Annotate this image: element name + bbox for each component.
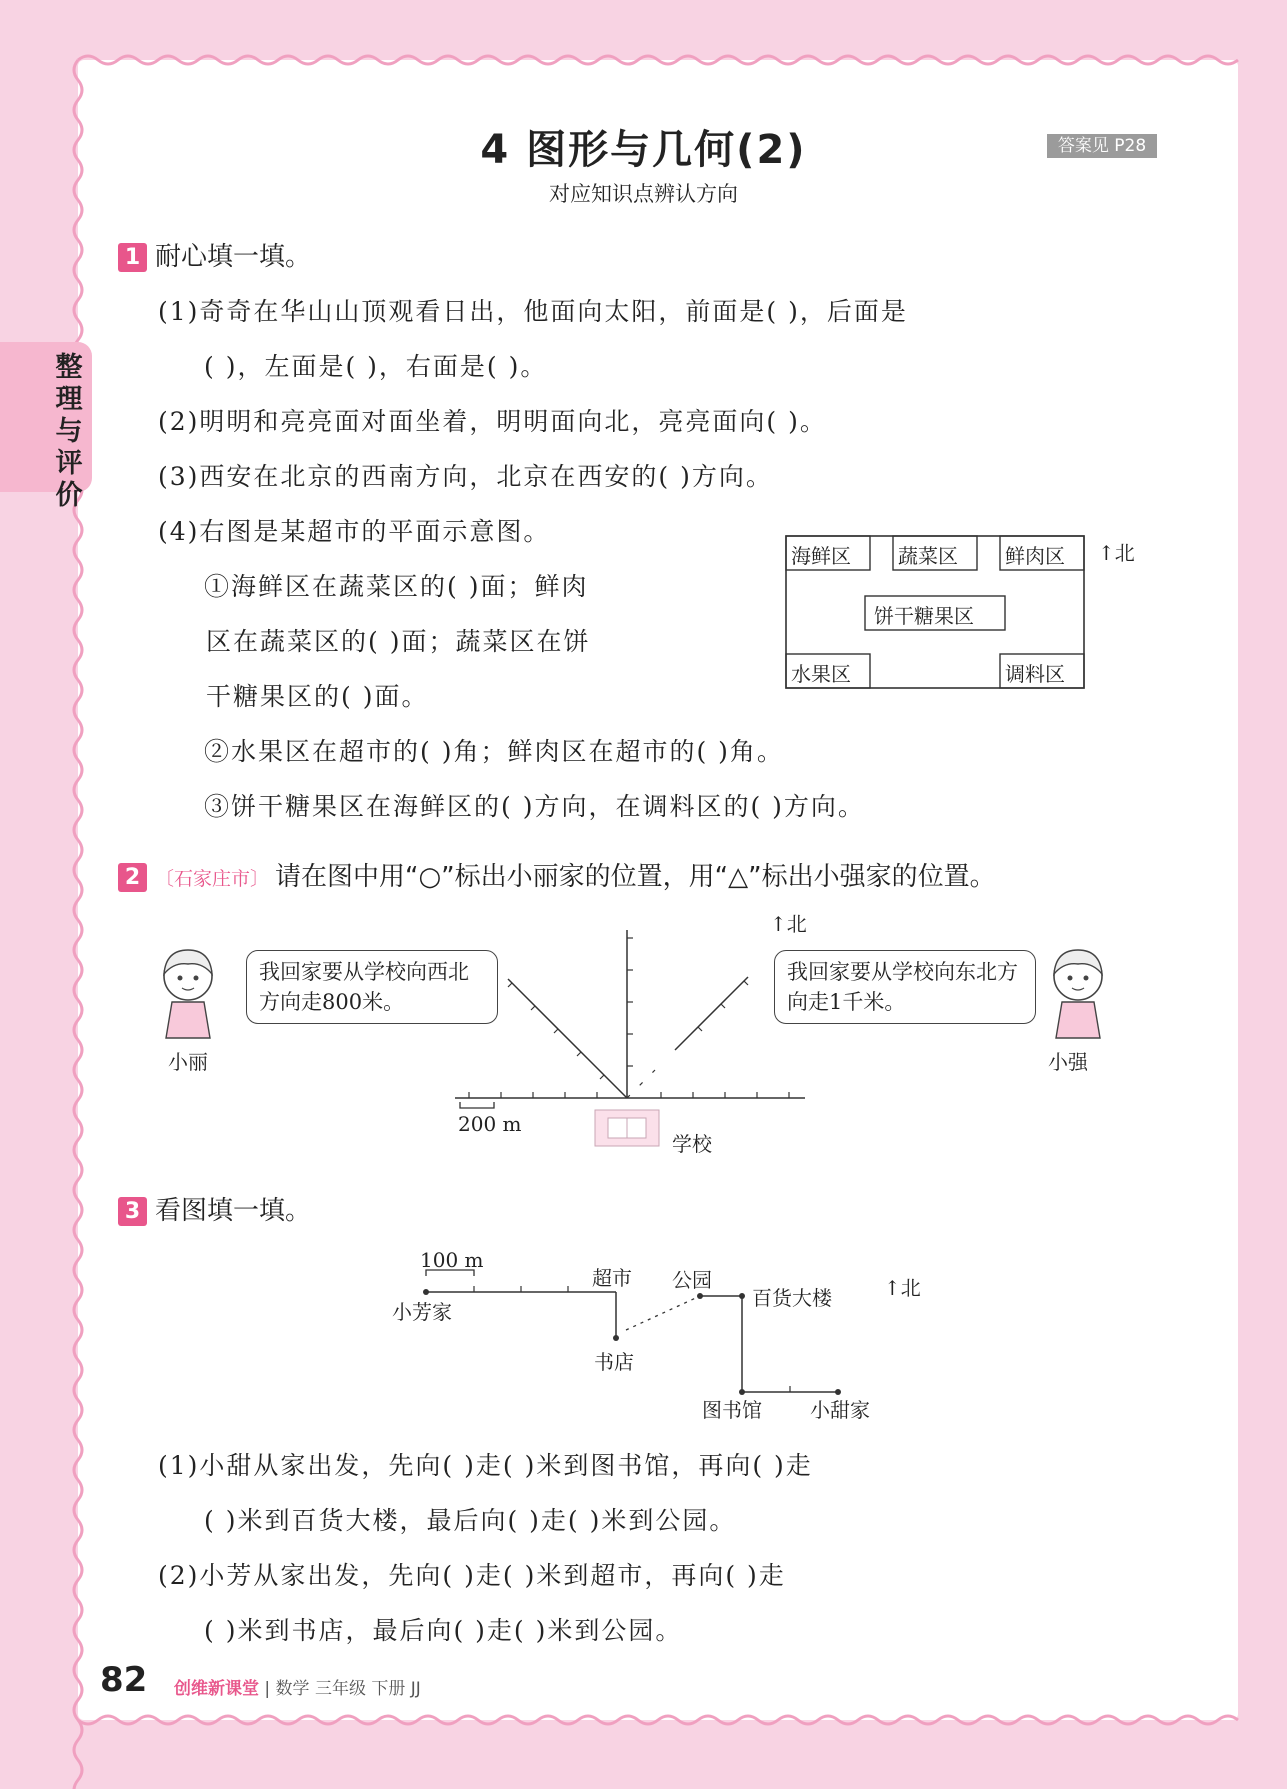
side-tab-label: 整理与评价 [55,352,83,511]
q2-north-indicator: ↑北 [770,912,807,936]
q1-line-5: (4)右图是某超市的平面示意图。 [158,517,551,546]
q2-school-label: 学校 [672,1132,712,1156]
map-seafood: 海鲜区 [791,544,851,568]
footer-brand: 创维新课堂 [174,1679,259,1699]
q1-line-2: ( )，左面是( )，右面是( )。 [204,352,548,381]
q1-number: 1 [118,243,147,272]
xiaoqiang-speech-bubble: 我回家要从学校向东北方向走1千米。 [774,950,1036,1024]
q3-line-4: ( )米到书店，最后向( )走( )米到公园。 [204,1616,683,1645]
route-xiaotian: 小甜家 [810,1398,870,1422]
q3-line-2: ( )米到百货大楼，最后向( )走( )米到公园。 [204,1506,737,1535]
xiaoqiang-girl-icon [1040,946,1116,1042]
footer-info [174,1674,421,1699]
q1-heading [118,236,311,273]
xiaoqiang-name: 小强 [1048,1050,1088,1074]
xiaoli-girl-icon [150,946,226,1042]
q2-region-tag: 〔石家庄市〕 [155,868,270,890]
q1-heading-text: 耐心填一填。 [155,242,312,272]
q1-line-1: (1)奇奇在华山山顶观看日出，他面向太阳，前面是( )，后面是 [158,297,908,326]
q1-line-7: 区在蔬菜区的( )面；蔬菜区在饼 [206,627,591,656]
route-bookstore: 书店 [594,1350,634,1374]
q2-scale-label: 200 m [458,1112,522,1136]
school-building-icon [595,1110,659,1146]
map-fruit: 水果区 [791,662,851,686]
route-park: 公园 [672,1268,712,1292]
route-dept-store: 百货大楼 [752,1286,832,1310]
route-north-indicator: ↑北 [884,1276,921,1300]
route-xiaofang: 小芳家 [392,1300,452,1324]
q2-heading-text: 请在图中用“○”标出小丽家的位置，用“△”标出小强家的位置。 [275,862,996,892]
page-number: 82 [100,1660,148,1700]
q1-line-6: ①海鲜区在蔬菜区的( )面；鲜肉 [204,572,589,601]
q2-number: 2 [118,863,147,892]
page-title: 4 图形与几何(2) [480,127,807,173]
map-seasoning: 调料区 [1005,662,1065,686]
page-subtitle: 对应知识点辨认方向 [549,182,738,206]
answer-reference-badge: 答案见 P28 [1047,134,1157,158]
q1-line-3: (2)明明和亮亮面对面坐着，明明面向北，亮亮面向( )。 [158,407,827,436]
map-meat: 鲜肉区 [1005,544,1065,568]
q3-heading-text: 看图填一填。 [155,1196,312,1226]
footer-book-info: | 数学 三年级 下册 JJ [264,1679,421,1699]
map-vegetable: 蔬菜区 [898,544,958,568]
route-library: 图书馆 [702,1398,762,1422]
q3-line-3: (2)小芳从家出发，先向( )走( )米到超市，再向( )走 [158,1561,786,1590]
map-north-indicator: ↑北 [1098,541,1135,565]
q3-heading [118,1190,311,1227]
q3-line-1: (1)小甜从家出发，先向( )走( )米到图书馆，再向( )走 [158,1451,813,1480]
xiaoli-name: 小丽 [168,1050,208,1074]
q1-line-9: ②水果区在超市的( )角；鲜肉区在超市的( )角。 [204,737,784,766]
map-biscuit: 饼干糖果区 [874,604,974,628]
route-supermarket: 超市 [592,1266,632,1290]
xiaoli-speech-bubble: 我回家要从学校向西北方向走800米。 [246,950,498,1024]
q3-number: 3 [118,1197,147,1226]
route-scale-label: 100 m [420,1248,484,1272]
q1-line-10: ③饼干糖果区在海鲜区的( )方向，在调料区的( )方向。 [204,792,865,821]
q2-heading [118,856,996,893]
q1-line-4: (3)西安在北京的西南方向，北京在西安的( )方向。 [158,462,773,491]
q1-line-8: 干糖果区的( )面。 [206,682,429,711]
